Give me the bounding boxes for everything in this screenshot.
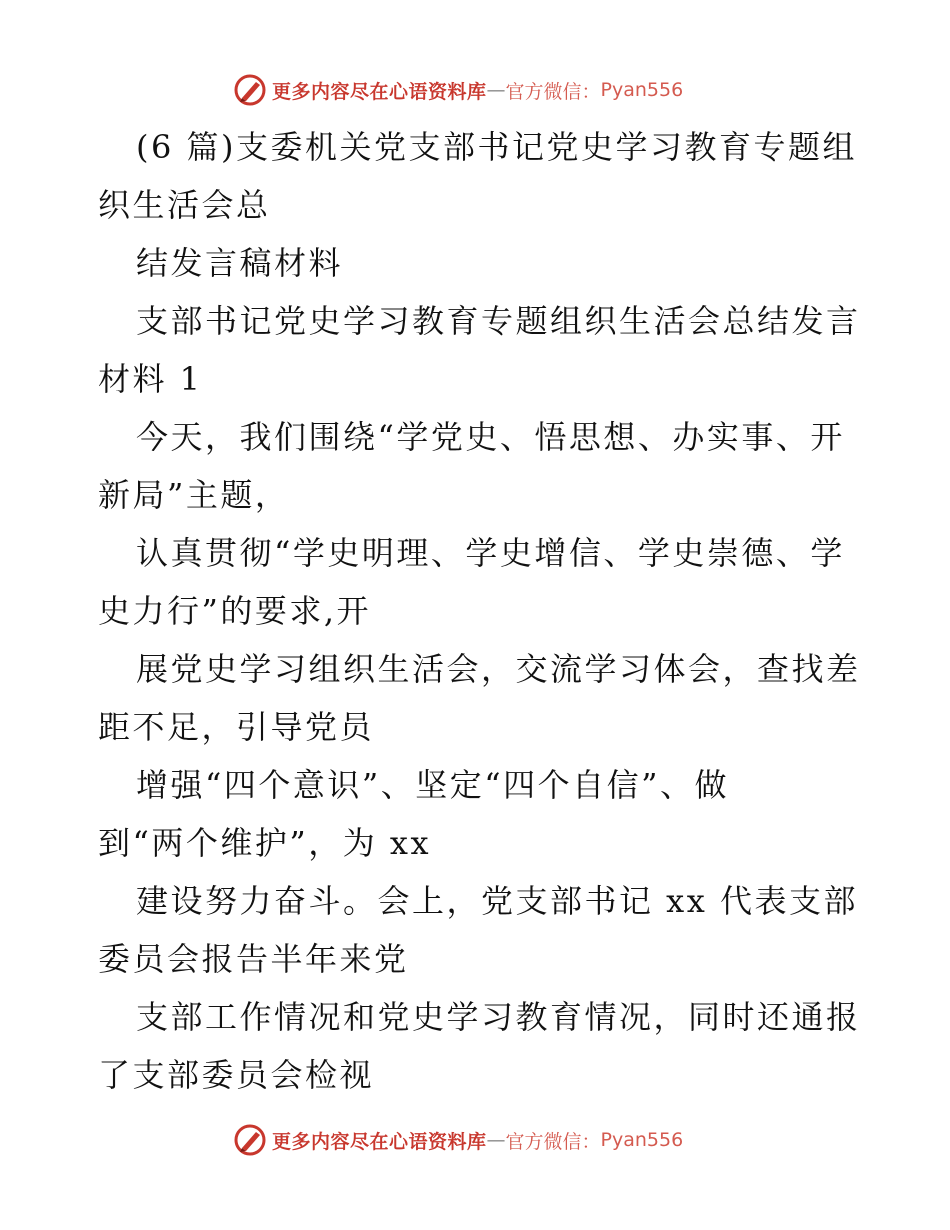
watermark-separator: —: [486, 1129, 506, 1151]
text-line: 支部工作情况和党史学习教育情况，同时还通报: [136, 998, 861, 1036]
text-line: 织生活会总: [98, 186, 271, 224]
header-watermark: [232, 70, 683, 110]
watermark-contact-id: Pyan556: [600, 79, 684, 101]
text-line: 结发言稿材料: [136, 244, 344, 282]
pen-logo-icon: [232, 1122, 268, 1158]
watermark-contact-label: 官方微信：: [505, 1130, 601, 1153]
document-body: [98, 118, 861, 1104]
watermark-site-text: 更多内容尽在心语资料库: [272, 1130, 487, 1153]
text-line: 距不足，引导党员: [98, 708, 375, 746]
text-line: 建设努力奋斗。会上，党支部书记 xx 代表支部: [136, 882, 858, 920]
text-line: 支部书记党史学习教育专题组织生活会总结发言: [136, 302, 861, 340]
pen-logo-icon: [232, 72, 268, 108]
text-line: 认真贯彻“学史明理、学史增信、学史崇德、学: [136, 534, 845, 572]
text-line: 委员会报告半年来党: [98, 940, 409, 978]
text-line: 增强“四个意识”、坚定“四个自信”、做: [136, 766, 729, 804]
text-line: 展党史学习组织生活会，交流学习体会，查找差: [136, 650, 861, 688]
text-line: 今天，我们围绕“学党史、悟思想、办实事、开: [136, 418, 845, 456]
text-line: 材料 1: [98, 360, 203, 398]
watermark-contact-id: Pyan556: [600, 1129, 684, 1151]
text-line: 了支部委员会检视: [98, 1056, 375, 1094]
text-line: 到“两个维护”，为 xx: [98, 824, 431, 862]
footer-watermark: [232, 1120, 683, 1160]
watermark-separator: —: [486, 79, 506, 101]
text-line: (6 篇)支委机关党支部书记党史学习教育专题组: [136, 128, 858, 166]
text-line: 新局”主题，: [98, 476, 290, 514]
watermark-contact-label: 官方微信：: [505, 80, 601, 103]
text-line: 史力行”的要求,开: [98, 592, 372, 630]
watermark-site-text: 更多内容尽在心语资料库: [272, 80, 487, 103]
